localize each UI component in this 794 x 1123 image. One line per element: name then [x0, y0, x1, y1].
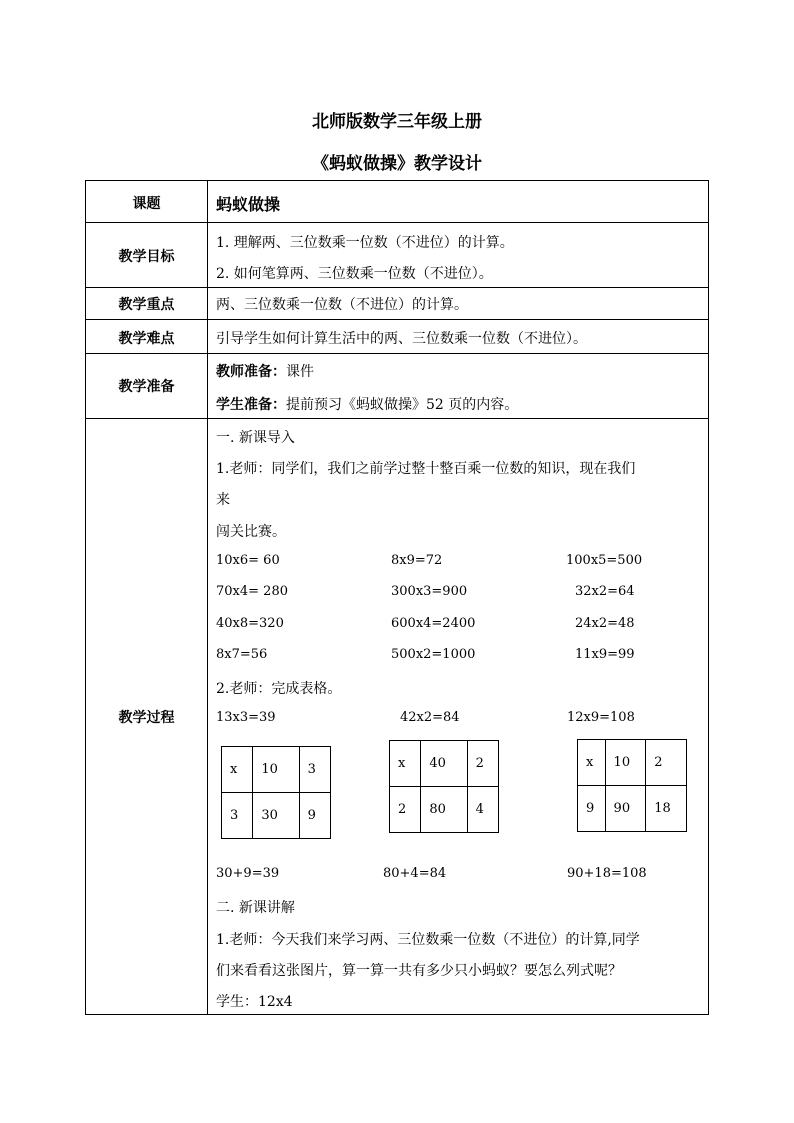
teacher-preparation-label: 教师准备： [216, 364, 286, 380]
section-heading-2: 二. 新课讲解 [216, 900, 295, 916]
equation: 70x4= 280 [216, 584, 288, 599]
table-title: 13x3=39 [216, 710, 276, 725]
table-cell: 2 [467, 741, 498, 787]
paragraph-1-line-1: 1.老师：同学们，我们之前学过整十整百乘一位数的知识，现在我们 [216, 461, 636, 477]
key-points-value: 两、三位数乘一位数（不进位）的计算。 [216, 297, 468, 313]
table-cell: 9 [299, 793, 330, 839]
table-cell: 4 [467, 787, 498, 833]
table-title: 42x2=84 [400, 710, 460, 725]
row-divider [86, 222, 708, 223]
table-cell: x [390, 741, 421, 787]
sum-equation: 30+9=39 [216, 866, 280, 881]
table-cell: 18 [646, 786, 687, 832]
label-difficulties: 教学难点 [118, 331, 175, 347]
paragraph-3-line-2: 们来看看这张图片，算一算一共有多少只小蚂蚁？要怎么列式呢？ [216, 963, 622, 979]
column-divider [207, 181, 208, 1014]
label-objectives: 教学目标 [118, 249, 175, 265]
equation: 24x2=48 [575, 616, 635, 631]
document-subtitle: 《蚂蚁做操》教学设计 [312, 154, 482, 174]
paragraph-1-line-2: 来 [216, 492, 230, 508]
table-cell: 9 [578, 786, 606, 832]
topic-value: 蚂蚁做操 [216, 195, 281, 214]
table-cell: 2 [646, 740, 687, 786]
table-cell: x [578, 740, 606, 786]
equation: 8x9=72 [391, 553, 443, 568]
equation: 600x4=2400 [391, 616, 476, 631]
multiplication-table-1 [221, 746, 331, 839]
equation: 11x9=99 [575, 647, 635, 662]
paragraph-1-line-3: 闯关比赛。 [216, 524, 286, 540]
equation: 32x2=64 [575, 584, 635, 599]
multiplication-table-3 [577, 739, 687, 832]
table-cell: 90 [605, 786, 646, 832]
student-answer: 学生：12x4 [216, 994, 293, 1010]
row-divider [86, 353, 708, 354]
sum-equation: 80+4=84 [383, 866, 447, 881]
label-key-points: 教学重点 [118, 297, 175, 313]
table-cell: 3 [222, 793, 253, 839]
equation: 100x5=500 [566, 553, 643, 568]
equation: 300x3=900 [391, 584, 468, 599]
document-title: 北师版数学三年级上册 [312, 112, 482, 132]
table-cell: x [222, 747, 253, 793]
teacher-preparation-value: 课件 [286, 364, 314, 380]
student-preparation-value: 提前预习《蚂蚁做操》52 页的内容。 [286, 397, 519, 413]
table-cell: 10 [605, 740, 646, 786]
label-process: 教学过程 [118, 710, 175, 726]
row-divider [86, 319, 708, 320]
difficulties-value: 引导学生如何计算生活中的两、三位数乘一位数（不进位）。 [216, 331, 587, 347]
equation: 10x6= 60 [216, 553, 280, 568]
objective-item-1: 1. 理解两、三位数乘一位数（不进位）的计算。 [216, 235, 514, 251]
row-divider [86, 287, 708, 288]
row-divider [86, 418, 708, 419]
table-cell: 80 [421, 787, 467, 833]
paragraph-2: 2.老师：完成表格。 [216, 681, 342, 697]
table-cell: 10 [253, 747, 299, 793]
multiplication-table-2 [389, 740, 499, 833]
table-cell: 40 [421, 741, 467, 787]
table-cell: 2 [390, 787, 421, 833]
table-title: 12x9=108 [567, 710, 635, 725]
paragraph-3-line-1: 1.老师：今天我们来学习两、三位数乘一位数（不进位）的计算,同学 [216, 932, 640, 948]
label-preparation: 教学准备 [118, 379, 175, 395]
student-preparation [216, 394, 518, 414]
student-preparation-label: 学生准备： [216, 397, 286, 413]
objective-item-2: 2. 如何笔算两、三位数乘一位数（不进位）。 [216, 266, 493, 282]
equation: 8x7=56 [216, 647, 268, 662]
label-topic: 课题 [132, 196, 161, 212]
table-cell: 30 [253, 793, 299, 839]
section-heading-1: 一. 新课导入 [216, 430, 295, 446]
table-cell: 3 [299, 747, 330, 793]
sum-equation: 90+18=108 [567, 866, 647, 881]
teacher-preparation [216, 361, 314, 381]
lesson-plan-table [85, 180, 709, 1015]
equation: 500x2=1000 [391, 647, 476, 662]
equation: 40x8=320 [216, 616, 284, 631]
